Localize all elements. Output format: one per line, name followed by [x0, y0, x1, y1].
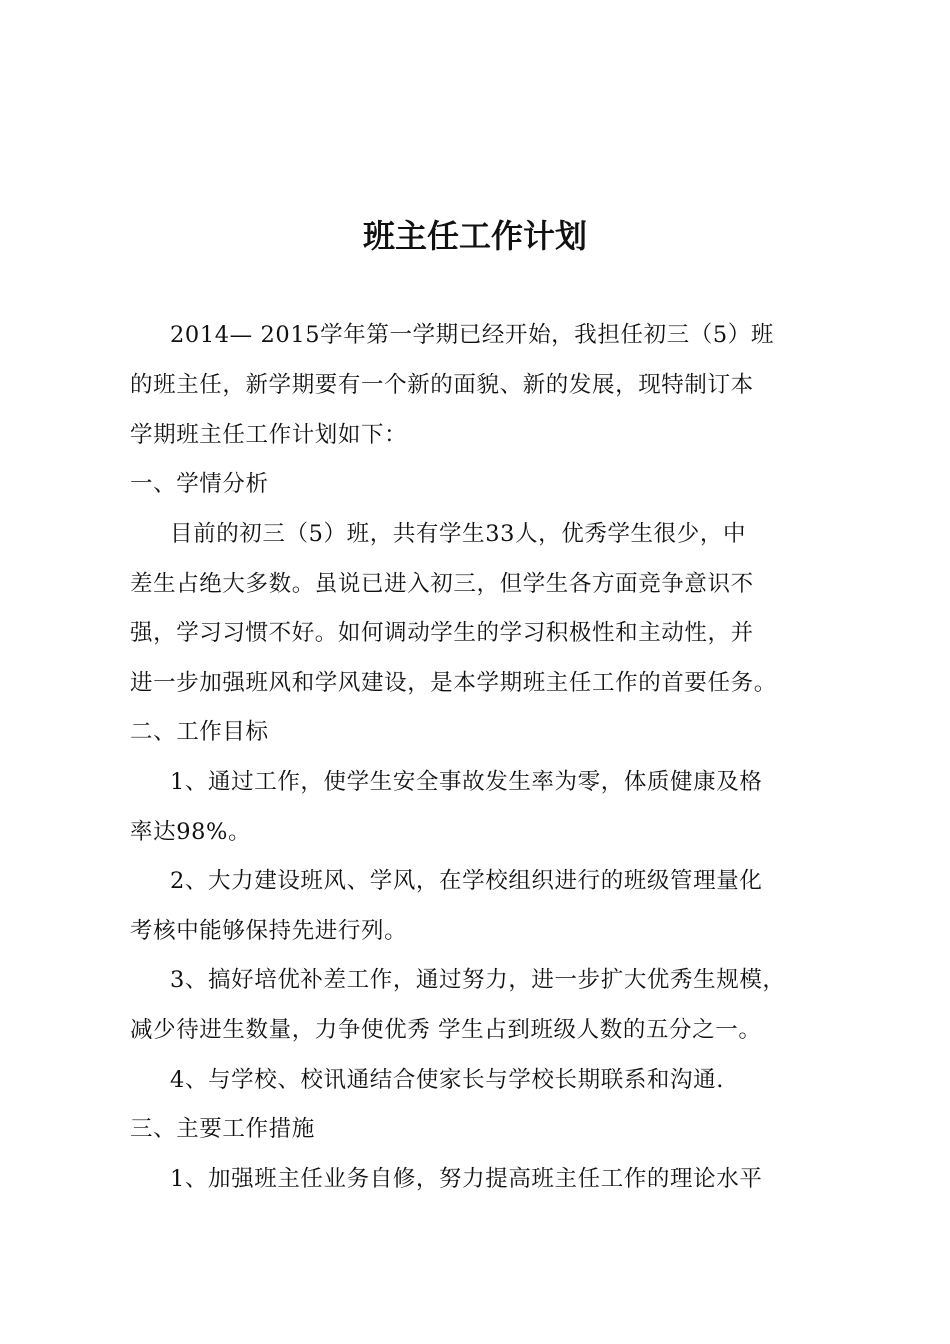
intro-line: 2014— 2015学年第一学期已经开始，我担任初三（5）班 [170, 322, 774, 348]
document-title: 班主任工作计划 [362, 217, 587, 255]
goal-item-3: 3、搞好培优补差工作，通过努力，进一步扩大优秀生规模， [170, 967, 786, 993]
goal-item-1: 1、通过工作，使学生安全事故发生率为零，体质健康及格 [170, 769, 763, 795]
section-heading-3: 三、主要工作措施 [130, 1116, 315, 1142]
goal-item-3-cont: 减少待进生数量，力争使优秀 学生占到班级人数的五分之一。 [130, 1017, 762, 1043]
paragraph-line: 强，学习习惯不好。如何调动学生的学习积极性和主动性，并 [130, 620, 754, 646]
intro-line: 学期班主任工作计划如下： [130, 422, 408, 448]
goal-item-2: 2、大力建设班风、学风，在学校组织进行的班级管理量化 [170, 868, 763, 894]
intro-line: 的班主任，新学期要有一个新的面貌、新的发展，现特制订本 [130, 372, 754, 398]
section-heading-1: 一、学情分析 [130, 471, 269, 497]
paragraph-line: 差生占绝大多数。虽说已进入初三，但学生各方面竞争意识不 [130, 571, 754, 597]
paragraph-line: 进一步加强班风和学风建设，是本学期班主任工作的首要任务。 [130, 670, 777, 696]
goal-item-1-cont: 率达98%。 [130, 819, 252, 845]
measure-item-1: 1、加强班主任业务自修，努力提高班主任工作的理论水平 [170, 1166, 763, 1192]
section-heading-2: 二、工作目标 [130, 719, 269, 745]
paragraph-line: 目前的初三（5）班，共有学生33人，优秀学生很少，中 [170, 521, 747, 547]
goal-item-2-cont: 考核中能够保持先进行列。 [130, 918, 408, 944]
goal-item-4: 4、与学校、校讯通结合使家长与学校长期联系和沟通. [170, 1067, 724, 1093]
